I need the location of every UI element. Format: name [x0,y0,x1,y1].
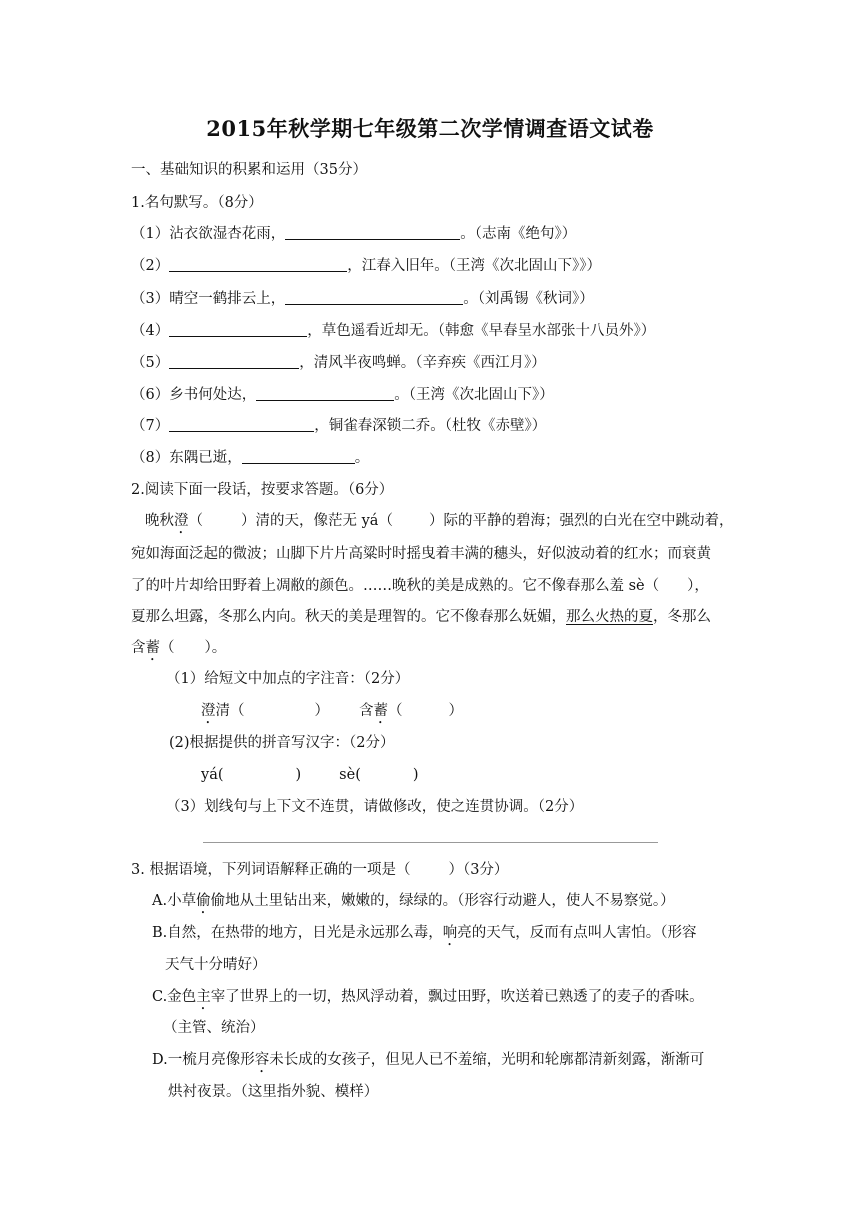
section-heading: 一、基础知识的积累和运用（35分） [131,162,367,178]
dotted-char: 响 [442,925,458,941]
passage-line-3: 了的叶片却给田野着上凋敝的颜色。……晚秋的美是成熟的。它不像春那么羞 sè（ ）， [131,578,709,594]
passage-line-4: 夏那么坦露，冬那么内向。秋天的美是理智的。它不像春那么妩媚，那么火热的夏，冬那么 [131,609,711,625]
q3-option-b-cont: 天气十分晴好） [165,957,267,973]
dotted-char: 蓄 [145,640,160,656]
q3-option-d-cont: 烘衬夜景。（这里指外貌、模样） [168,1084,379,1100]
q3-option-c-cont: （主管、统治） [163,1020,265,1036]
answer-blank[interactable] [242,448,355,464]
answer-blank[interactable] [285,224,460,240]
dotted-char: 偷 [196,893,211,909]
q3-option-d[interactable]: D.一梳月亮像形容未长成的女孩子，但见人已不羞缩，光明和轮廓都清新刻露，渐渐可 [152,1052,705,1068]
exam-title: 2015年秋学期七年级第二次学情调查语文试卷 [206,116,654,141]
q1-item-7: （7） ，铜雀春深锁二乔。（杜牧《赤壁》） [131,418,547,434]
dotted-char: 主 [196,989,211,1005]
q2-sub2: (2)根据提供的拼音写汉字：（2分） [169,735,395,751]
answer-blank[interactable] [169,416,314,432]
q1-item-2: （2） ，江春入旧年。（王湾《次北固山下》》） [131,258,601,274]
answer-blank[interactable] [169,321,307,337]
q3-option-a[interactable]: A.小草偷偷地从土里钻出来，嫩嫩的，绿绿的。（形容行动避人，使人不易察觉。） [152,893,675,909]
q1-item-4: （4） ，草色遥看近却无。（韩愈《早春呈水部张十八员外》） [131,323,656,339]
q2-heading: 2.阅读下面一段话，按要求答题。（6分） [131,482,394,498]
q1-item-8: （8）东隅已逝， 。 [131,450,370,466]
q2-sub1-answers: 澄清（ ） 含蓄（ ） [201,703,463,719]
answer-blank[interactable] [169,256,347,272]
q3-option-b[interactable]: B.自然，在热带的地方，日光是永远那么毒，响亮的天气，反而有点叫人害怕。（形容 [152,925,697,941]
q2-sub3: （3）划线句与上下文不连贯，请做修改，使之连贯协调。（2分） [166,799,584,815]
q2-sub2-answers: yá( ) sè( ) [201,767,419,783]
answer-blank[interactable] [285,289,463,305]
q1-item-1: （1）沾衣欲湿杏花雨， 。（志南《绝句》） [131,226,577,242]
passage-line-5: 含蓄（ ）。 [131,640,227,656]
q1-item-3: （3）晴空一鹤排云上， 。（刘禹锡《秋词》） [131,291,594,307]
answer-line[interactable] [203,842,658,843]
q2-sub1: （1）给短文中加点的字注音：（2分） [166,671,410,687]
answer-blank[interactable] [169,353,299,369]
answer-blank[interactable] [256,385,394,401]
q1-item-5: （5） ，清风半夜鸣蝉。（辛弃疾《西江月》） [131,355,546,371]
q1-item-6: （6）乡书何处达， 。（王湾《次北固山下》） [131,387,554,403]
q3-heading: 3. 根据语境，下列词语解释正确的一项是（ ）（3分） [131,862,509,878]
q3-option-c[interactable]: C.金色主宰了世界上的一切，热风浮动着，飘过田野，吹送着已熟透了的麦子的香味。 [152,989,704,1005]
underlined-sentence: 那么火热的夏 [566,609,653,625]
dotted-char: 澄 [174,513,189,529]
passage-line-1: 晚秋澄（ ）清的天，像茫无 yá（ ）际的平静的碧海；强烈的白光在空中跳动着， [145,513,734,529]
dotted-char: 容 [254,1052,270,1068]
passage-line-2: 宛如海面泛起的微波；山脚下片片高粱时时摇曳着丰满的穗头，好似波动着的红水；而衰黄 [131,546,711,562]
q1-heading: 1.名句默写。（8分） [131,195,263,211]
